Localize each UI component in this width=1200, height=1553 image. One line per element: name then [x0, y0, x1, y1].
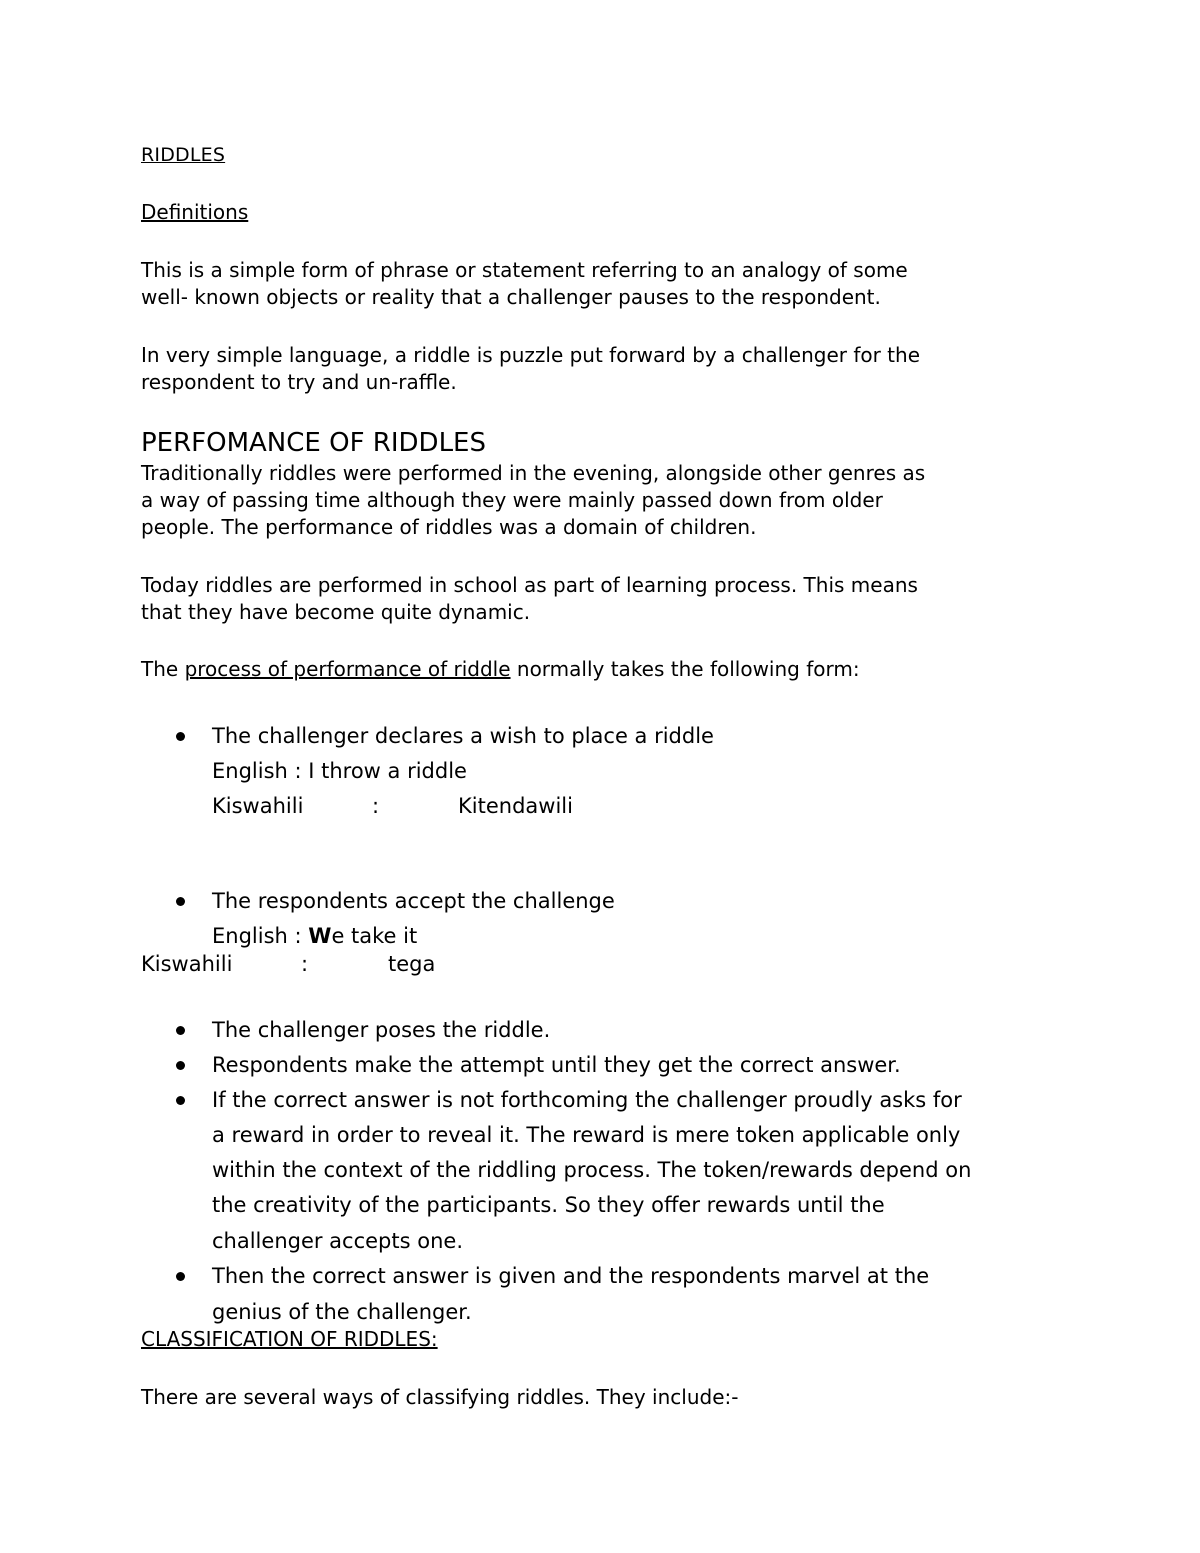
- performance-heading: PERFOMANCE OF RIDDLES: [141, 428, 486, 458]
- step2-english-rest: e take it: [331, 924, 418, 948]
- bullet-icon: [176, 1096, 185, 1105]
- definitions-heading: Definitions: [141, 200, 249, 224]
- bullet-icon: [176, 1272, 185, 1281]
- classification-intro: There are several ways of classifying riddles. They include:-: [141, 1385, 739, 1409]
- step3-text: The challenger poses the riddle.: [212, 1018, 551, 1042]
- definitions-para1-line2: well- known objects or reality that a challenger pauses to the respondent.: [141, 285, 881, 309]
- step2-english-w: W: [308, 924, 332, 948]
- bullet-icon: [176, 1061, 185, 1070]
- step2-kiswahili-label: Kiswahili: [141, 952, 233, 976]
- step1-english: English : I throw a riddle: [212, 759, 467, 783]
- definitions-para2-line1: In very simple language, a riddle is puzzle put forward by a challenger for the: [141, 343, 921, 367]
- step5-line4: the creativity of the participants. So they offer rewards until the: [212, 1193, 885, 1217]
- step1-kiswahili-colon: :: [372, 794, 380, 818]
- process-prefix: The: [141, 657, 185, 681]
- bullet-icon: [176, 732, 185, 741]
- performance-para1-line1: Traditionally riddles were performed in the evening, alongside other genres as: [141, 461, 926, 485]
- classification-heading: CLASSIFICATION OF RIDDLES:: [141, 1327, 438, 1351]
- step2-english-prefix: English :: [212, 924, 309, 948]
- step2-english: [212, 919, 417, 954]
- performance-para2-line2: that they have become quite dynamic.: [141, 600, 531, 624]
- step1-text: The challenger declares a wish to place a riddle: [212, 724, 714, 748]
- step5-line3: within the context of the riddling process. The token/rewards depend on: [212, 1158, 972, 1182]
- performance-para2-line1: Today riddles are performed in school as part of learning process. This means: [141, 573, 918, 597]
- step2-text: The respondents accept the challenge: [212, 889, 615, 913]
- performance-para1-line3: people. The performance of riddles was a domain of children.: [141, 515, 757, 539]
- step6-line1: Then the correct answer is given and the respondents marvel at the: [212, 1264, 930, 1288]
- step2-kiswahili-value: tega: [388, 952, 436, 976]
- bullet-icon: [176, 897, 185, 906]
- step5-line5: challenger accepts one.: [212, 1229, 463, 1253]
- process-sentence: [141, 656, 860, 683]
- definitions-para1-line1: This is a simple form of phrase or statement referring to an analogy of some: [141, 258, 908, 282]
- process-suffix: normally takes the following form:: [510, 657, 860, 681]
- step6-line2: genius of the challenger.: [212, 1300, 472, 1324]
- step1-kiswahili-value: Kitendawili: [458, 794, 573, 818]
- step1-kiswahili-label: Kiswahili: [212, 794, 304, 818]
- performance-para1-line2: a way of passing time although they were mainly passed down from older: [141, 488, 883, 512]
- definitions-para2-line2: respondent to try and un-raffle.: [141, 370, 457, 394]
- step5-line1: If the correct answer is not forthcoming the challenger proudly asks for: [212, 1088, 962, 1112]
- step5-line2: a reward in order to reveal it. The reward is mere token applicable only: [212, 1123, 961, 1147]
- step4-text: Respondents make the attempt until they get the correct answer.: [212, 1053, 901, 1077]
- bullet-icon: [176, 1026, 185, 1035]
- document-title: RIDDLES: [141, 144, 226, 166]
- step2-kiswahili-colon: :: [301, 952, 309, 976]
- process-underlined: process of performance of riddle: [184, 657, 511, 681]
